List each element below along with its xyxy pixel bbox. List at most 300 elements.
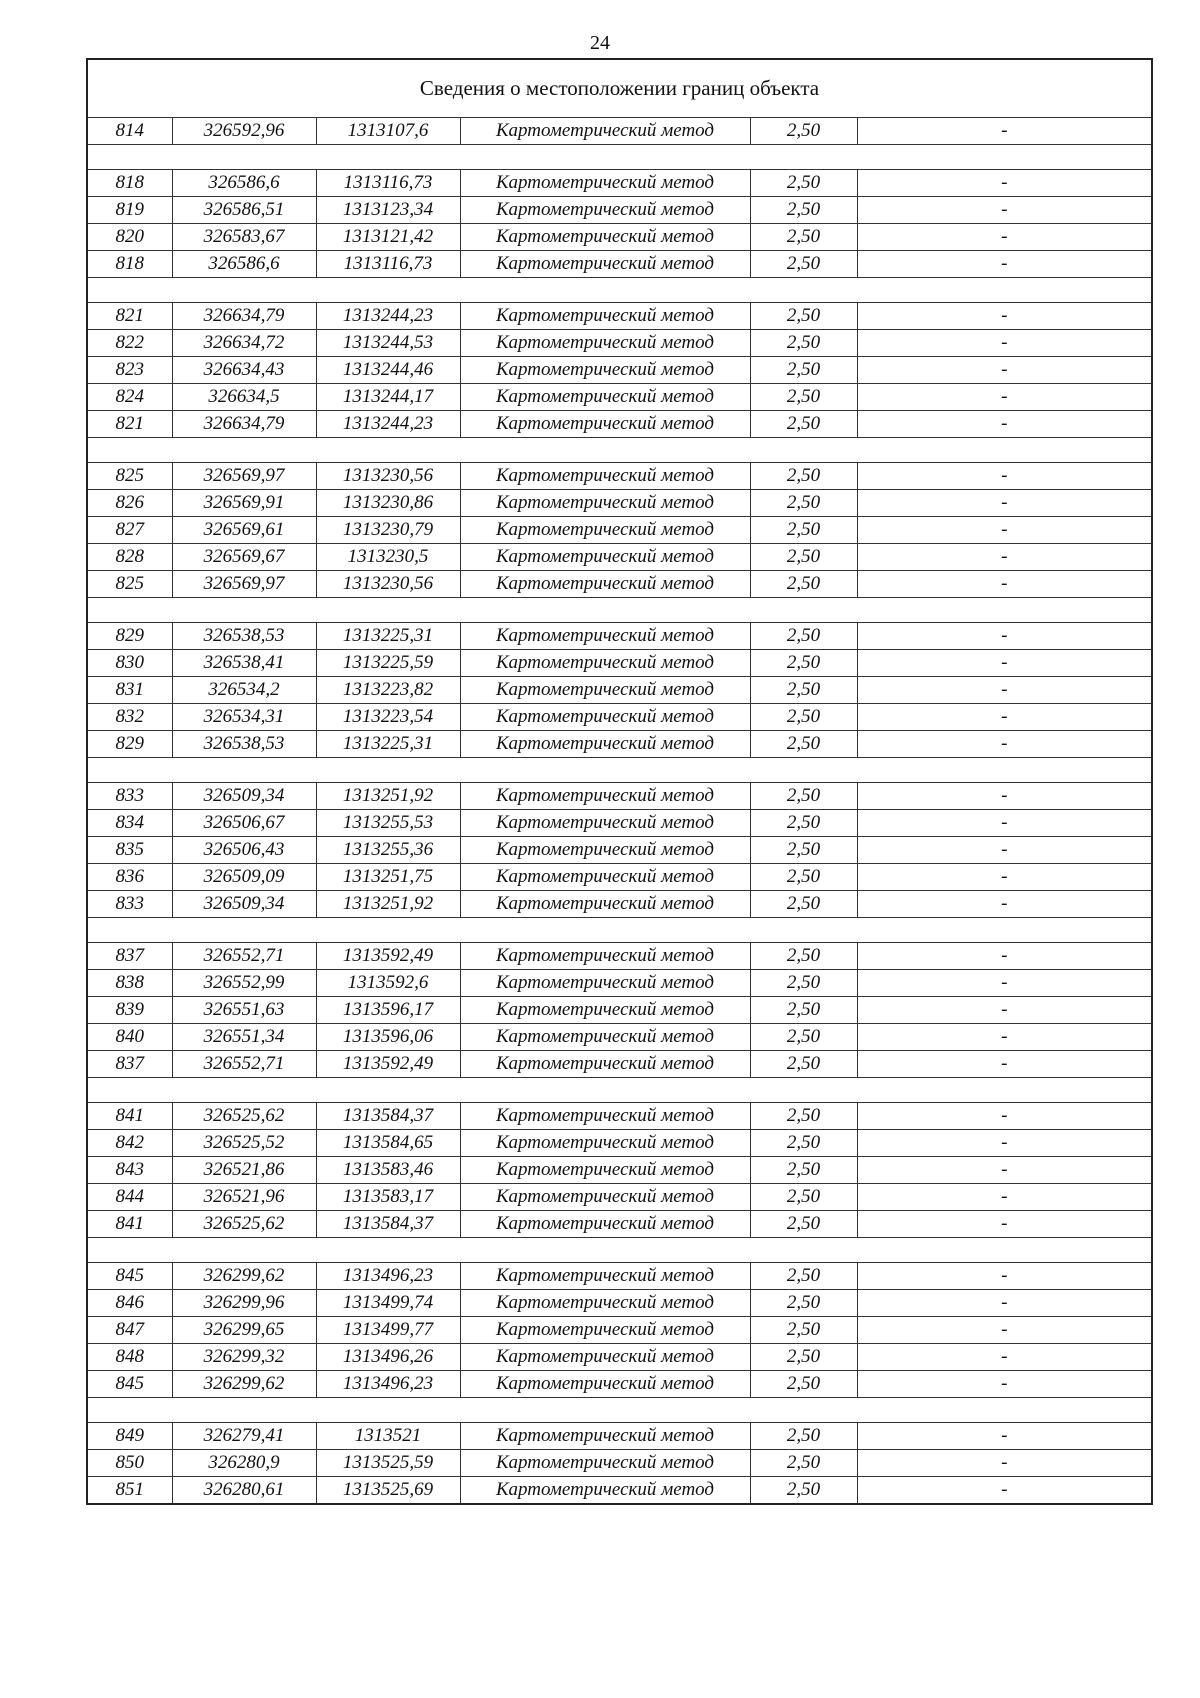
group-separator-row <box>87 918 1152 943</box>
x-coordinate-cell: 326586,6 <box>172 251 316 278</box>
description-cell: - <box>857 1477 1152 1505</box>
table-row <box>87 1103 1152 1130</box>
method-cell: Картометрический метод <box>460 118 750 145</box>
y-coordinate-cell: 1313499,74 <box>316 1290 460 1317</box>
group-separator-cell <box>87 758 1152 783</box>
accuracy-cell: 2,50 <box>750 544 857 571</box>
point-number-cell: 821 <box>87 303 172 330</box>
method-cell: Картометрический метод <box>460 1024 750 1051</box>
accuracy-cell: 2,50 <box>750 384 857 411</box>
description-cell: - <box>857 197 1152 224</box>
description-cell: - <box>857 1211 1152 1238</box>
description-cell: - <box>857 1051 1152 1078</box>
y-coordinate-cell: 1313123,34 <box>316 197 460 224</box>
y-coordinate-cell: 1313596,06 <box>316 1024 460 1051</box>
point-number-cell: 827 <box>87 517 172 544</box>
accuracy-cell: 2,50 <box>750 490 857 517</box>
y-coordinate-cell: 1313116,73 <box>316 170 460 197</box>
method-cell: Картометрический метод <box>460 1290 750 1317</box>
x-coordinate-cell: 326569,97 <box>172 463 316 490</box>
method-cell: Картометрический метод <box>460 783 750 810</box>
accuracy-cell: 2,50 <box>750 1130 857 1157</box>
y-coordinate-cell: 1313592,49 <box>316 943 460 970</box>
description-cell: - <box>857 864 1152 891</box>
description-cell: - <box>857 544 1152 571</box>
accuracy-cell: 2,50 <box>750 650 857 677</box>
accuracy-cell: 2,50 <box>750 411 857 438</box>
group-separator-row <box>87 758 1152 783</box>
x-coordinate-cell: 326299,96 <box>172 1290 316 1317</box>
table-row <box>87 1051 1152 1078</box>
accuracy-cell: 2,50 <box>750 943 857 970</box>
point-number-cell: 837 <box>87 943 172 970</box>
table-row <box>87 864 1152 891</box>
y-coordinate-cell: 1313592,49 <box>316 1051 460 1078</box>
x-coordinate-cell: 326506,43 <box>172 837 316 864</box>
point-number-cell: 837 <box>87 1051 172 1078</box>
x-coordinate-cell: 326634,5 <box>172 384 316 411</box>
y-coordinate-cell: 1313121,42 <box>316 224 460 251</box>
table-row <box>87 810 1152 837</box>
x-coordinate-cell: 326551,34 <box>172 1024 316 1051</box>
table-row <box>87 731 1152 758</box>
y-coordinate-cell: 1313107,6 <box>316 118 460 145</box>
y-coordinate-cell: 1313244,23 <box>316 303 460 330</box>
point-number-cell: 840 <box>87 1024 172 1051</box>
accuracy-cell: 2,50 <box>750 704 857 731</box>
table-row <box>87 677 1152 704</box>
accuracy-cell: 2,50 <box>750 731 857 758</box>
method-cell: Картометрический метод <box>460 891 750 918</box>
group-separator-row <box>87 145 1152 170</box>
x-coordinate-cell: 326586,51 <box>172 197 316 224</box>
table-row <box>87 891 1152 918</box>
point-number-cell: 829 <box>87 623 172 650</box>
description-cell: - <box>857 170 1152 197</box>
y-coordinate-cell: 1313496,26 <box>316 1344 460 1371</box>
point-number-cell: 844 <box>87 1184 172 1211</box>
y-coordinate-cell: 1313525,59 <box>316 1450 460 1477</box>
method-cell: Картометрический метод <box>460 864 750 891</box>
y-coordinate-cell: 1313230,56 <box>316 571 460 598</box>
accuracy-cell: 2,50 <box>750 1317 857 1344</box>
table-row <box>87 1317 1152 1344</box>
y-coordinate-cell: 1313244,17 <box>316 384 460 411</box>
accuracy-cell: 2,50 <box>750 357 857 384</box>
description-cell: - <box>857 731 1152 758</box>
table-row <box>87 650 1152 677</box>
table-row <box>87 997 1152 1024</box>
method-cell: Картометрический метод <box>460 1344 750 1371</box>
x-coordinate-cell: 326569,91 <box>172 490 316 517</box>
table-title-row <box>87 59 1152 118</box>
method-cell: Картометрический метод <box>460 1477 750 1505</box>
description-cell: - <box>857 997 1152 1024</box>
point-number-cell: 821 <box>87 411 172 438</box>
table-row <box>87 463 1152 490</box>
method-cell: Картометрический метод <box>460 411 750 438</box>
method-cell: Картометрический метод <box>460 943 750 970</box>
table-row <box>87 170 1152 197</box>
description-cell: - <box>857 1371 1152 1398</box>
method-cell: Картометрический метод <box>460 704 750 731</box>
x-coordinate-cell: 326299,62 <box>172 1263 316 1290</box>
table-row <box>87 384 1152 411</box>
table-row <box>87 517 1152 544</box>
table-row <box>87 1184 1152 1211</box>
point-number-cell: 823 <box>87 357 172 384</box>
method-cell: Картометрический метод <box>460 571 750 598</box>
table-row <box>87 943 1152 970</box>
point-number-cell: 841 <box>87 1103 172 1130</box>
accuracy-cell: 2,50 <box>750 1024 857 1051</box>
accuracy-cell: 2,50 <box>750 170 857 197</box>
description-cell: - <box>857 1450 1152 1477</box>
accuracy-cell: 2,50 <box>750 970 857 997</box>
accuracy-cell: 2,50 <box>750 891 857 918</box>
point-number-cell: 818 <box>87 170 172 197</box>
description-cell: - <box>857 463 1152 490</box>
group-separator-row <box>87 598 1152 623</box>
point-number-cell: 830 <box>87 650 172 677</box>
accuracy-cell: 2,50 <box>750 677 857 704</box>
point-number-cell: 820 <box>87 224 172 251</box>
description-cell: - <box>857 891 1152 918</box>
method-cell: Картометрический метод <box>460 224 750 251</box>
group-separator-row <box>87 1238 1152 1263</box>
table-row <box>87 1211 1152 1238</box>
table-row <box>87 357 1152 384</box>
accuracy-cell: 2,50 <box>750 303 857 330</box>
accuracy-cell: 2,50 <box>750 1157 857 1184</box>
description-cell: - <box>857 1024 1152 1051</box>
group-separator-cell <box>87 438 1152 463</box>
point-number-cell: 824 <box>87 384 172 411</box>
description-cell: - <box>857 330 1152 357</box>
method-cell: Картометрический метод <box>460 251 750 278</box>
y-coordinate-cell: 1313244,23 <box>316 411 460 438</box>
point-number-cell: 825 <box>87 571 172 598</box>
x-coordinate-cell: 326586,6 <box>172 170 316 197</box>
accuracy-cell: 2,50 <box>750 1263 857 1290</box>
method-cell: Картометрический метод <box>460 623 750 650</box>
x-coordinate-cell: 326538,53 <box>172 731 316 758</box>
point-number-cell: 814 <box>87 118 172 145</box>
y-coordinate-cell: 1313583,46 <box>316 1157 460 1184</box>
description-cell: - <box>857 970 1152 997</box>
description-cell: - <box>857 224 1152 251</box>
table-row <box>87 1024 1152 1051</box>
accuracy-cell: 2,50 <box>750 1184 857 1211</box>
point-number-cell: 834 <box>87 810 172 837</box>
y-coordinate-cell: 1313244,46 <box>316 357 460 384</box>
description-cell: - <box>857 704 1152 731</box>
page-number: 24 <box>590 32 610 54</box>
point-number-cell: 819 <box>87 197 172 224</box>
y-coordinate-cell: 1313230,56 <box>316 463 460 490</box>
x-coordinate-cell: 326521,86 <box>172 1157 316 1184</box>
y-coordinate-cell: 1313496,23 <box>316 1263 460 1290</box>
y-coordinate-cell: 1313584,37 <box>316 1211 460 1238</box>
x-coordinate-cell: 326506,67 <box>172 810 316 837</box>
method-cell: Картометрический метод <box>460 1371 750 1398</box>
x-coordinate-cell: 326552,71 <box>172 943 316 970</box>
point-number-cell: 818 <box>87 251 172 278</box>
method-cell: Картометрический метод <box>460 1103 750 1130</box>
accuracy-cell: 2,50 <box>750 1371 857 1398</box>
point-number-cell: 845 <box>87 1371 172 1398</box>
method-cell: Картометрический метод <box>460 544 750 571</box>
y-coordinate-cell: 1313584,37 <box>316 1103 460 1130</box>
description-cell: - <box>857 1103 1152 1130</box>
group-separator-cell <box>87 918 1152 943</box>
method-cell: Картометрический метод <box>460 731 750 758</box>
accuracy-cell: 2,50 <box>750 330 857 357</box>
x-coordinate-cell: 326583,67 <box>172 224 316 251</box>
table-row <box>87 837 1152 864</box>
description-cell: - <box>857 1290 1152 1317</box>
table-row <box>87 571 1152 598</box>
accuracy-cell: 2,50 <box>750 1290 857 1317</box>
accuracy-cell: 2,50 <box>750 1051 857 1078</box>
y-coordinate-cell: 1313521 <box>316 1423 460 1450</box>
point-number-cell: 831 <box>87 677 172 704</box>
y-coordinate-cell: 1313223,54 <box>316 704 460 731</box>
description-cell: - <box>857 677 1152 704</box>
y-coordinate-cell: 1313116,73 <box>316 251 460 278</box>
method-cell: Картометрический метод <box>460 970 750 997</box>
x-coordinate-cell: 326509,34 <box>172 891 316 918</box>
y-coordinate-cell: 1313525,69 <box>316 1477 460 1505</box>
table-row <box>87 1423 1152 1450</box>
boundary-coordinates-table <box>86 58 1153 1505</box>
table-row <box>87 704 1152 731</box>
point-number-cell: 848 <box>87 1344 172 1371</box>
accuracy-cell: 2,50 <box>750 1211 857 1238</box>
description-cell: - <box>857 384 1152 411</box>
x-coordinate-cell: 326521,96 <box>172 1184 316 1211</box>
y-coordinate-cell: 1313225,31 <box>316 731 460 758</box>
table-row <box>87 251 1152 278</box>
description-cell: - <box>857 1317 1152 1344</box>
accuracy-cell: 2,50 <box>750 463 857 490</box>
y-coordinate-cell: 1313244,53 <box>316 330 460 357</box>
method-cell: Картометрический метод <box>460 463 750 490</box>
x-coordinate-cell: 326551,63 <box>172 997 316 1024</box>
point-number-cell: 835 <box>87 837 172 864</box>
accuracy-cell: 2,50 <box>750 571 857 598</box>
y-coordinate-cell: 1313251,75 <box>316 864 460 891</box>
y-coordinate-cell: 1313255,36 <box>316 837 460 864</box>
point-number-cell: 833 <box>87 783 172 810</box>
x-coordinate-cell: 326538,53 <box>172 623 316 650</box>
x-coordinate-cell: 326552,71 <box>172 1051 316 1078</box>
group-separator-cell <box>87 145 1152 170</box>
table-row <box>87 783 1152 810</box>
group-separator-cell <box>87 1398 1152 1423</box>
x-coordinate-cell: 326569,67 <box>172 544 316 571</box>
x-coordinate-cell: 326280,9 <box>172 1450 316 1477</box>
method-cell: Картометрический метод <box>460 330 750 357</box>
group-separator-row <box>87 1078 1152 1103</box>
description-cell: - <box>857 1344 1152 1371</box>
x-coordinate-cell: 326509,09 <box>172 864 316 891</box>
accuracy-cell: 2,50 <box>750 224 857 251</box>
accuracy-cell: 2,50 <box>750 864 857 891</box>
x-coordinate-cell: 326525,52 <box>172 1130 316 1157</box>
table-row <box>87 1130 1152 1157</box>
table-row <box>87 1290 1152 1317</box>
method-cell: Картометрический метод <box>460 1317 750 1344</box>
table-row <box>87 197 1152 224</box>
y-coordinate-cell: 1313583,17 <box>316 1184 460 1211</box>
method-cell: Картометрический метод <box>460 170 750 197</box>
table-row <box>87 1450 1152 1477</box>
group-separator-cell <box>87 1078 1152 1103</box>
table-row <box>87 118 1152 145</box>
y-coordinate-cell: 1313225,31 <box>316 623 460 650</box>
description-cell: - <box>857 517 1152 544</box>
accuracy-cell: 2,50 <box>750 783 857 810</box>
table-row <box>87 411 1152 438</box>
point-number-cell: 836 <box>87 864 172 891</box>
y-coordinate-cell: 1313499,77 <box>316 1317 460 1344</box>
accuracy-cell: 2,50 <box>750 1103 857 1130</box>
x-coordinate-cell: 326509,34 <box>172 783 316 810</box>
point-number-cell: 849 <box>87 1423 172 1450</box>
description-cell: - <box>857 810 1152 837</box>
point-number-cell: 843 <box>87 1157 172 1184</box>
x-coordinate-cell: 326634,72 <box>172 330 316 357</box>
point-number-cell: 841 <box>87 1211 172 1238</box>
accuracy-cell: 2,50 <box>750 1450 857 1477</box>
table-row <box>87 970 1152 997</box>
x-coordinate-cell: 326569,61 <box>172 517 316 544</box>
description-cell: - <box>857 118 1152 145</box>
point-number-cell: 846 <box>87 1290 172 1317</box>
x-coordinate-cell: 326634,43 <box>172 357 316 384</box>
x-coordinate-cell: 326634,79 <box>172 303 316 330</box>
y-coordinate-cell: 1313251,92 <box>316 891 460 918</box>
table-body <box>87 59 1152 1504</box>
method-cell: Картометрический метод <box>460 303 750 330</box>
method-cell: Картометрический метод <box>460 1450 750 1477</box>
description-cell: - <box>857 1263 1152 1290</box>
y-coordinate-cell: 1313251,92 <box>316 783 460 810</box>
table-row <box>87 1371 1152 1398</box>
table-row <box>87 1157 1152 1184</box>
x-coordinate-cell: 326592,96 <box>172 118 316 145</box>
table-row <box>87 224 1152 251</box>
table-row <box>87 1263 1152 1290</box>
point-number-cell: 847 <box>87 1317 172 1344</box>
y-coordinate-cell: 1313230,86 <box>316 490 460 517</box>
group-separator-row <box>87 438 1152 463</box>
description-cell: - <box>857 1157 1152 1184</box>
description-cell: - <box>857 357 1152 384</box>
accuracy-cell: 2,50 <box>750 1344 857 1371</box>
x-coordinate-cell: 326538,41 <box>172 650 316 677</box>
table-row <box>87 1477 1152 1505</box>
point-number-cell: 838 <box>87 970 172 997</box>
point-number-cell: 833 <box>87 891 172 918</box>
description-cell: - <box>857 1423 1152 1450</box>
x-coordinate-cell: 326634,79 <box>172 411 316 438</box>
description-cell: - <box>857 650 1152 677</box>
description-cell: - <box>857 623 1152 650</box>
x-coordinate-cell: 326299,62 <box>172 1371 316 1398</box>
method-cell: Картометрический метод <box>460 1184 750 1211</box>
description-cell: - <box>857 837 1152 864</box>
point-number-cell: 828 <box>87 544 172 571</box>
method-cell: Картометрический метод <box>460 357 750 384</box>
group-separator-cell <box>87 1238 1152 1263</box>
accuracy-cell: 2,50 <box>750 623 857 650</box>
table-row <box>87 490 1152 517</box>
table-row <box>87 303 1152 330</box>
description-cell: - <box>857 571 1152 598</box>
table-row <box>87 544 1152 571</box>
method-cell: Картометрический метод <box>460 837 750 864</box>
x-coordinate-cell: 326552,99 <box>172 970 316 997</box>
group-separator-row <box>87 278 1152 303</box>
table-row <box>87 1344 1152 1371</box>
x-coordinate-cell: 326534,31 <box>172 704 316 731</box>
table-title: Сведения о местоположении границ объекта <box>87 59 1152 118</box>
description-cell: - <box>857 411 1152 438</box>
method-cell: Картометрический метод <box>460 650 750 677</box>
description-cell: - <box>857 783 1152 810</box>
method-cell: Картометрический метод <box>460 677 750 704</box>
point-number-cell: 826 <box>87 490 172 517</box>
method-cell: Картометрический метод <box>460 1423 750 1450</box>
accuracy-cell: 2,50 <box>750 1423 857 1450</box>
point-number-cell: 829 <box>87 731 172 758</box>
x-coordinate-cell: 326534,2 <box>172 677 316 704</box>
accuracy-cell: 2,50 <box>750 251 857 278</box>
y-coordinate-cell: 1313255,53 <box>316 810 460 837</box>
description-cell: - <box>857 303 1152 330</box>
method-cell: Картометрический метод <box>460 1051 750 1078</box>
x-coordinate-cell: 326525,62 <box>172 1211 316 1238</box>
method-cell: Картометрический метод <box>460 197 750 224</box>
x-coordinate-cell: 326299,32 <box>172 1344 316 1371</box>
description-cell: - <box>857 1130 1152 1157</box>
group-separator-row <box>87 1398 1152 1423</box>
accuracy-cell: 2,50 <box>750 517 857 544</box>
point-number-cell: 850 <box>87 1450 172 1477</box>
x-coordinate-cell: 326279,41 <box>172 1423 316 1450</box>
accuracy-cell: 2,50 <box>750 1477 857 1505</box>
group-separator-cell <box>87 278 1152 303</box>
x-coordinate-cell: 326299,65 <box>172 1317 316 1344</box>
accuracy-cell: 2,50 <box>750 197 857 224</box>
y-coordinate-cell: 1313230,79 <box>316 517 460 544</box>
accuracy-cell: 2,50 <box>750 997 857 1024</box>
method-cell: Картометрический метод <box>460 517 750 544</box>
y-coordinate-cell: 1313225,59 <box>316 650 460 677</box>
method-cell: Картометрический метод <box>460 810 750 837</box>
point-number-cell: 832 <box>87 704 172 731</box>
accuracy-cell: 2,50 <box>750 837 857 864</box>
description-cell: - <box>857 251 1152 278</box>
accuracy-cell: 2,50 <box>750 810 857 837</box>
y-coordinate-cell: 1313230,5 <box>316 544 460 571</box>
point-number-cell: 845 <box>87 1263 172 1290</box>
point-number-cell: 822 <box>87 330 172 357</box>
method-cell: Картометрический метод <box>460 997 750 1024</box>
table-row <box>87 623 1152 650</box>
